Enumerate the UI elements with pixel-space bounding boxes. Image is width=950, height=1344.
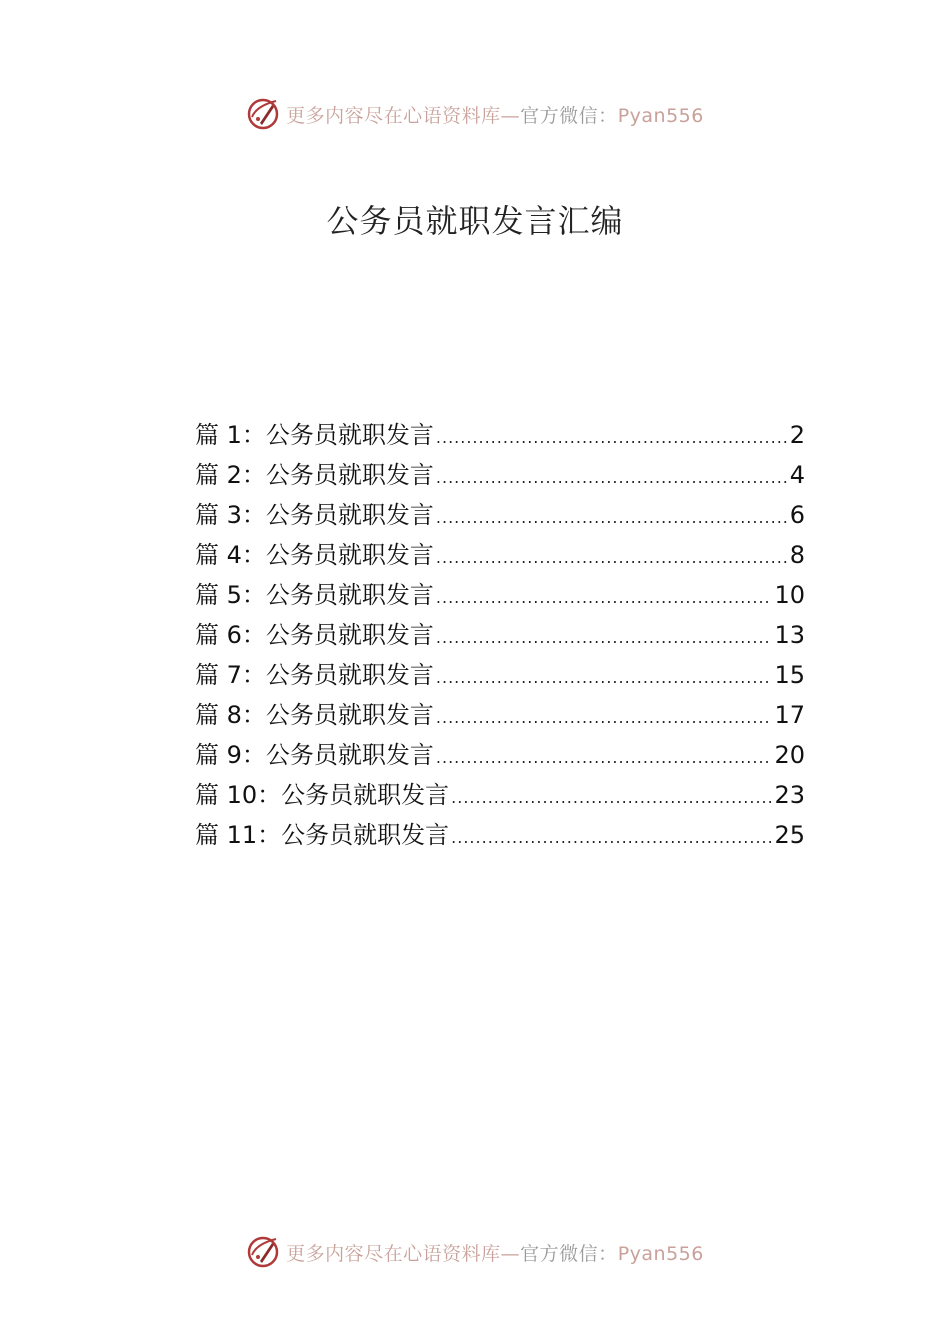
toc-entry-label: 篇 10：公务员就职发言 bbox=[195, 781, 450, 809]
toc-entry[interactable] bbox=[195, 735, 805, 775]
toc-entry[interactable] bbox=[195, 575, 805, 615]
toc-entry-label: 篇 4：公务员就职发言 bbox=[195, 541, 434, 569]
toc-entry-label: 篇 9：公务员就职发言 bbox=[195, 741, 434, 769]
toc-dot-leader bbox=[451, 788, 772, 807]
banner-official-label: 官方微信： bbox=[520, 104, 618, 127]
toc-entry-page: 20 bbox=[774, 741, 805, 769]
toc-dot-leader bbox=[436, 748, 773, 767]
toc-entry-label: 篇 8：公务员就职发言 bbox=[195, 701, 434, 729]
banner-wechat-id: Pyan556 bbox=[617, 104, 704, 127]
toc-entry-label: 篇 1：公务员就职发言 bbox=[195, 421, 434, 449]
toc-entry[interactable] bbox=[195, 455, 805, 495]
toc-entry-page: 17 bbox=[774, 701, 805, 729]
toc-entry[interactable] bbox=[195, 695, 805, 735]
toc-dot-leader bbox=[436, 428, 788, 447]
toc-entry-page: 2 bbox=[789, 421, 805, 449]
document-title: 公务员就职发言汇编 bbox=[326, 202, 624, 240]
toc-entry-label: 篇 3：公务员就职发言 bbox=[195, 501, 434, 529]
toc-entry[interactable] bbox=[195, 615, 805, 655]
toc-entry-label: 篇 6：公务员就职发言 bbox=[195, 621, 434, 649]
banner-wechat-id: Pyan556 bbox=[617, 1242, 704, 1265]
toc-entry-page: 25 bbox=[774, 821, 805, 849]
toc-dot-leader bbox=[436, 708, 773, 727]
banner-text bbox=[286, 1239, 704, 1266]
banner-text bbox=[286, 101, 704, 128]
toc-entry-page: 23 bbox=[774, 781, 805, 809]
toc-entry-page: 13 bbox=[774, 621, 805, 649]
banner-official-label: 官方微信： bbox=[520, 1242, 618, 1265]
banner-dash: — bbox=[500, 104, 521, 127]
toc-entry[interactable] bbox=[195, 815, 805, 855]
pen-circle-logo-icon bbox=[246, 1235, 280, 1269]
toc-entry[interactable] bbox=[195, 495, 805, 535]
toc-entry[interactable] bbox=[195, 535, 805, 575]
toc-dot-leader bbox=[436, 668, 773, 687]
banner-main-text: 更多内容尽在心语资料库 bbox=[286, 104, 501, 127]
banner-dash: — bbox=[500, 1242, 521, 1265]
toc-dot-leader bbox=[436, 548, 788, 567]
toc-dot-leader bbox=[436, 588, 773, 607]
toc-entry[interactable] bbox=[195, 655, 805, 695]
toc-dot-leader bbox=[436, 468, 788, 487]
toc-entry-label: 篇 7：公务员就职发言 bbox=[195, 661, 434, 689]
table-of-contents bbox=[195, 415, 805, 855]
toc-entry-label: 篇 2：公务员就职发言 bbox=[195, 461, 434, 489]
footer-banner bbox=[0, 1232, 950, 1272]
toc-entry-page: 10 bbox=[774, 581, 805, 609]
toc-entry-page: 8 bbox=[789, 541, 805, 569]
toc-dot-leader bbox=[436, 508, 788, 527]
toc-entry-label: 篇 5：公务员就职发言 bbox=[195, 581, 434, 609]
banner-main-text: 更多内容尽在心语资料库 bbox=[286, 1242, 501, 1265]
toc-entry-page: 6 bbox=[789, 501, 805, 529]
toc-entry-label: 篇 11：公务员就职发言 bbox=[195, 821, 450, 849]
header-banner bbox=[0, 94, 950, 134]
toc-dot-leader bbox=[436, 628, 773, 647]
toc-entry-page: 15 bbox=[774, 661, 805, 689]
pen-circle-logo-icon bbox=[246, 97, 280, 131]
toc-entry-page: 4 bbox=[789, 461, 805, 489]
toc-entry[interactable] bbox=[195, 775, 805, 815]
toc-entry[interactable] bbox=[195, 415, 805, 455]
toc-dot-leader bbox=[451, 828, 772, 847]
